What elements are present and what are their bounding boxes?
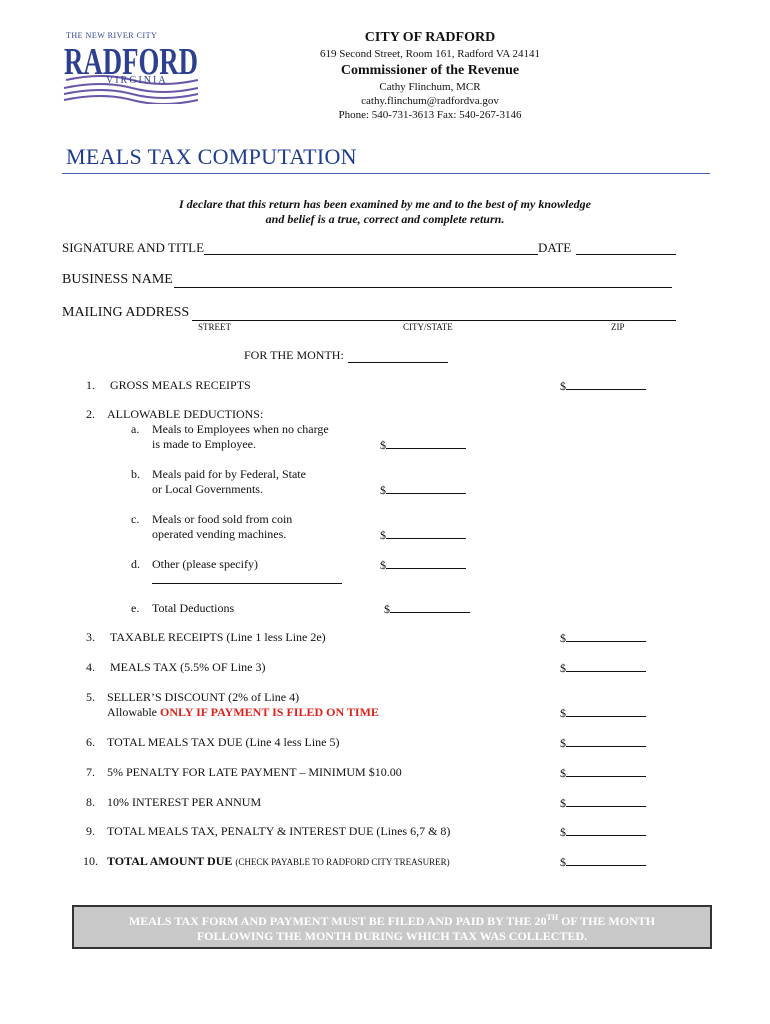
line-4-number: 4. <box>86 660 95 674</box>
line-4-label: MEALS TAX (5.5% OF Line 3) <box>110 660 266 674</box>
line-6-amount[interactable] <box>560 735 646 751</box>
line-8-amount[interactable] <box>560 795 646 811</box>
line-2e-letter: e. <box>131 601 140 615</box>
logo-top-text: THE NEW RIVER CITY <box>66 31 158 40</box>
line-5-label: SELLER’S DISCOUNT (2% of Line 4) <box>107 690 300 704</box>
line-2c-amount[interactable] <box>380 527 466 543</box>
dollar-sign: $ <box>560 736 566 750</box>
declaration-line-2: and belief is a true, correct and complete return. <box>265 212 505 226</box>
line-2e-text: Total Deductions <box>152 601 235 615</box>
line-2a-amount[interactable] <box>380 437 466 453</box>
line-8-label: 10% INTEREST PER ANNUM <box>107 795 262 809</box>
line-1-number: 1. <box>86 378 95 392</box>
line-4-amount[interactable] <box>560 660 646 676</box>
line-3-amount[interactable] <box>560 630 646 646</box>
line-1-label: GROSS MEALS RECEIPTS <box>110 378 251 392</box>
line-9-amount[interactable] <box>560 824 646 840</box>
line-2a-text-1: Meals to Employees when no charge <box>152 422 329 436</box>
header-email: cathy.flinchum@radfordva.gov <box>361 95 499 107</box>
line-3-number: 3. <box>86 630 95 644</box>
notice-text <box>72 910 712 944</box>
line-2e-amount[interactable] <box>384 601 470 617</box>
line-9-number: 9. <box>86 824 95 838</box>
line-6-label: TOTAL MEALS TAX DUE (Line 4 less Line 5) <box>107 735 340 749</box>
line-5-amount[interactable] <box>560 705 646 721</box>
dollar-sign: $ <box>384 602 390 616</box>
for-month-label: FOR THE MONTH: <box>244 348 344 362</box>
signature-label: SIGNATURE AND TITLE <box>62 240 205 255</box>
dollar-sign: $ <box>380 483 386 497</box>
notice-line-1 <box>72 910 712 929</box>
line-2-number: 2. <box>86 407 95 421</box>
line-2d-letter: d. <box>131 557 140 571</box>
total-amount-due-text: TOTAL AMOUNT DUE <box>107 854 233 868</box>
line-6-number: 6. <box>86 735 95 749</box>
page-title: MEALS TAX COMPUTATION <box>66 144 357 169</box>
line-2d-text: Other (please specify) <box>152 557 258 571</box>
line-9-label: TOTAL MEALS TAX, PENALTY & INTEREST DUE (Lines 6,7 & 8) <box>107 824 451 838</box>
signature-field[interactable] <box>204 241 538 255</box>
logo-main-text: RADFORD <box>64 41 198 83</box>
dollar-sign: $ <box>380 528 386 542</box>
business-name-label: BUSINESS NAME <box>62 272 173 287</box>
date-field[interactable] <box>576 241 676 255</box>
dollar-sign: $ <box>380 438 386 452</box>
header-address: 619 Second Street, Room 161, Radford VA 24141 <box>320 48 540 60</box>
notice-line-1a: MEALS TAX FORM AND PAYMENT MUST BE FILED AND PAID BY THE 20 <box>128 914 547 928</box>
dollar-sign: $ <box>560 766 566 780</box>
city-state-caption: CITY/STATE <box>403 322 453 332</box>
line-2a-text-2: is made to Employee. <box>152 437 256 451</box>
date-label: DATE <box>538 240 572 255</box>
logo-sub-text: VIRGINIA <box>106 75 168 86</box>
radford-logo <box>62 28 202 104</box>
line-3-label: TAXABLE RECEIPTS (Line 1 less Line 2e) <box>110 630 326 644</box>
title-divider <box>62 173 710 174</box>
zip-caption: ZIP <box>611 322 625 332</box>
dollar-sign: $ <box>560 706 566 720</box>
dollar-sign: $ <box>560 796 566 810</box>
business-name-field[interactable] <box>174 274 672 288</box>
line-7-number: 7. <box>86 765 95 779</box>
header-person: Cathy Flinchum, MCR <box>379 81 481 93</box>
line-2c-text-1: Meals or food sold from coin <box>152 512 293 526</box>
line-2d-specify-field[interactable] <box>152 570 342 584</box>
header-city: CITY OF RADFORD <box>364 30 496 45</box>
dollar-sign: $ <box>560 379 566 393</box>
line-2c-letter: c. <box>131 512 140 526</box>
dollar-sign: $ <box>560 661 566 675</box>
mailing-address-field[interactable] <box>192 307 676 321</box>
line-2b-text-2: or Local Governments. <box>152 482 263 496</box>
line-10-number: 10. <box>83 854 98 868</box>
notice-line-1b: OF THE MONTH <box>558 914 656 928</box>
line-2a-letter: a. <box>131 422 140 436</box>
line-5-number: 5. <box>86 690 95 704</box>
header-office: Commissioner of the Revenue <box>340 63 520 78</box>
check-payable-note: (CHECK PAYABLE TO RADFORD CITY TREASURER) <box>235 857 450 867</box>
allowable-text: Allowable <box>107 705 157 719</box>
line-2d-amount[interactable] <box>380 557 466 573</box>
header-phone: Phone: 540-731-3613 Fax: 540-267-3146 <box>338 109 522 121</box>
street-caption: STREET <box>198 322 231 332</box>
line-7-amount[interactable] <box>560 765 646 781</box>
line-2b-letter: b. <box>131 467 140 481</box>
line-10-amount[interactable] <box>560 854 646 870</box>
line-7-label: 5% PENALTY FOR LATE PAYMENT – MINIMUM $10.00 <box>107 765 402 779</box>
line-2c-text-2: operated vending machines. <box>152 527 287 541</box>
on-time-warning: ONLY IF PAYMENT IS FILED ON TIME <box>160 705 379 719</box>
mailing-address-label: MAILING ADDRESS <box>62 305 190 320</box>
dollar-sign: $ <box>560 825 566 839</box>
line-2b-text-1: Meals paid for by Federal, State <box>152 467 306 481</box>
notice-line-2: FOLLOWING THE MONTH DURING WHICH TAX WAS COLLECTED. <box>196 929 588 943</box>
dollar-sign: $ <box>560 631 566 645</box>
notice-superscript: TH <box>546 913 559 922</box>
line-2-label: ALLOWABLE DEDUCTIONS: <box>107 407 264 421</box>
line-2b-amount[interactable] <box>380 482 466 498</box>
declaration-line-1: I declare that this return has been examined by me and to the best of my knowledge <box>179 197 591 211</box>
dollar-sign: $ <box>380 558 386 572</box>
dollar-sign: $ <box>560 855 566 869</box>
line-10-label <box>107 854 450 869</box>
line-8-number: 8. <box>86 795 95 809</box>
line-1-amount[interactable] <box>560 378 646 394</box>
for-month-field[interactable] <box>348 349 448 363</box>
line-5-condition <box>107 705 379 720</box>
